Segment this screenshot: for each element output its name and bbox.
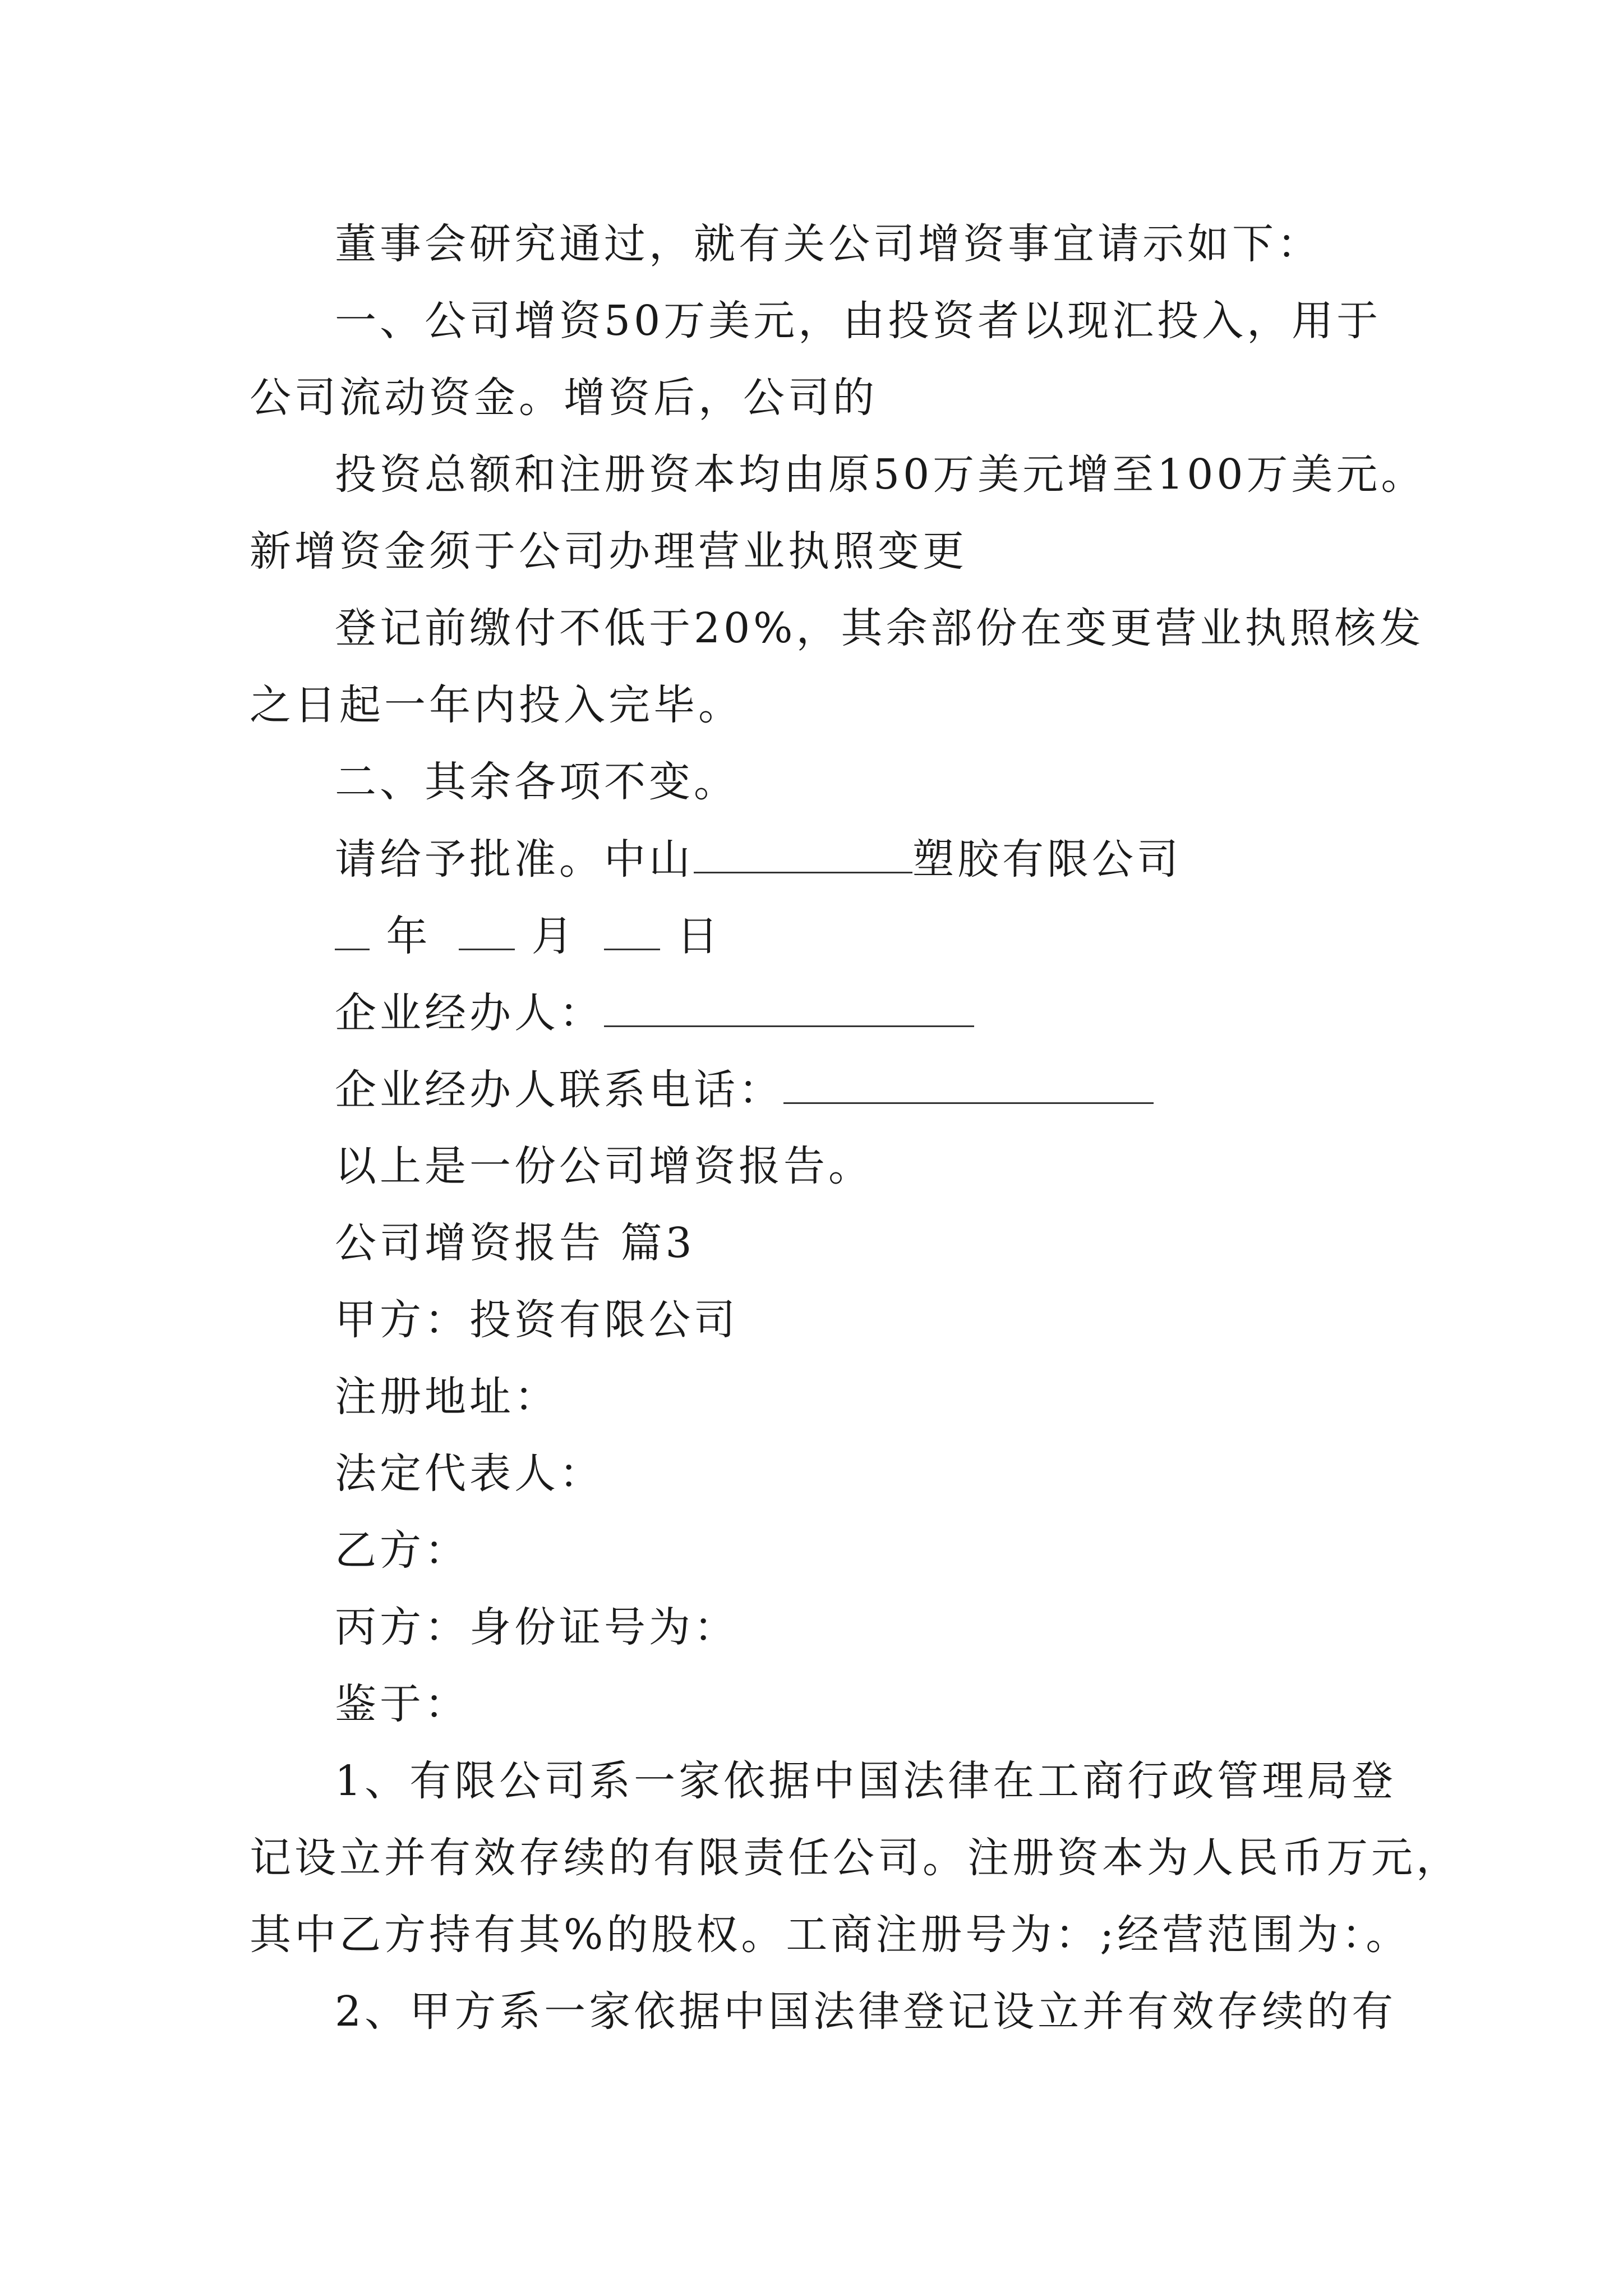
whereas-heading: 鉴于： — [335, 1680, 469, 1728]
approval-text: 请给予批准。中山 — [335, 835, 694, 884]
registered-address: 注册地址： — [335, 1373, 559, 1421]
handler-phone-blank — [783, 1069, 1154, 1104]
date-line — [335, 912, 1473, 960]
clause-1-line-6: 之日起一年内投入完毕。 — [250, 681, 743, 729]
month-label: 月 — [531, 912, 577, 960]
clause-1-line-4: 新增资金须于公司办理营业执照变更 — [250, 527, 967, 576]
handler-blank — [604, 992, 974, 1027]
handler-label: 企业经办人： — [335, 989, 604, 1037]
party-b: 乙方： — [335, 1526, 469, 1575]
month-blank — [459, 915, 515, 950]
year-label: 年 — [386, 912, 431, 960]
closing-note: 以上是一份公司增资报告。 — [335, 1142, 873, 1190]
recital-1-line-1: 1、有限公司系一家依据中国法律在工商行政管理局登 — [335, 1757, 1397, 1805]
recital-1-line-3: 其中乙方持有其%的股权。工商注册号为：;经营范围为：。 — [250, 1911, 1411, 1959]
recital-1-line-2: 记设立并有效存续的有限责任公司。注册资本为人民币万元， — [250, 1834, 1461, 1882]
company-name-blank — [694, 838, 912, 873]
day-label: 日 — [676, 912, 722, 960]
clause-1-line-1: 一、公司增资50万美元，由投资者以现汇投入，用于 — [335, 297, 1382, 345]
party-c: 丙方：身份证号为： — [335, 1603, 739, 1651]
clause-2: 二、其余各项不变。 — [335, 758, 739, 806]
year-blank — [335, 915, 370, 950]
day-blank — [604, 915, 660, 950]
paragraph-intro: 董事会研究通过，就有关公司增资事宜请示如下： — [335, 220, 1322, 268]
approval-line — [335, 835, 1473, 884]
handler-phone-line — [335, 1066, 1473, 1114]
handler-line — [335, 989, 1473, 1037]
company-suffix: 塑胶有限公司 — [912, 835, 1182, 884]
handler-phone-label: 企业经办人联系电话： — [335, 1066, 783, 1114]
legal-representative: 法定代表人： — [335, 1450, 604, 1498]
clause-1-line-2: 公司流动资金。增资后，公司的 — [250, 374, 878, 422]
party-a: 甲方：投资有限公司 — [335, 1296, 739, 1344]
recital-2-line-1: 2、甲方系一家依据中国法律登记设立并有效存续的有 — [335, 1987, 1397, 2036]
section-heading: 公司增资报告 篇3 — [335, 1219, 695, 1267]
clause-1-line-5: 登记前缴付不低于20%，其余部份在变更营业执照核发 — [335, 604, 1424, 652]
clause-1-line-3: 投资总额和注册资本均由原50万美元增至100万美元。 — [335, 450, 1426, 499]
